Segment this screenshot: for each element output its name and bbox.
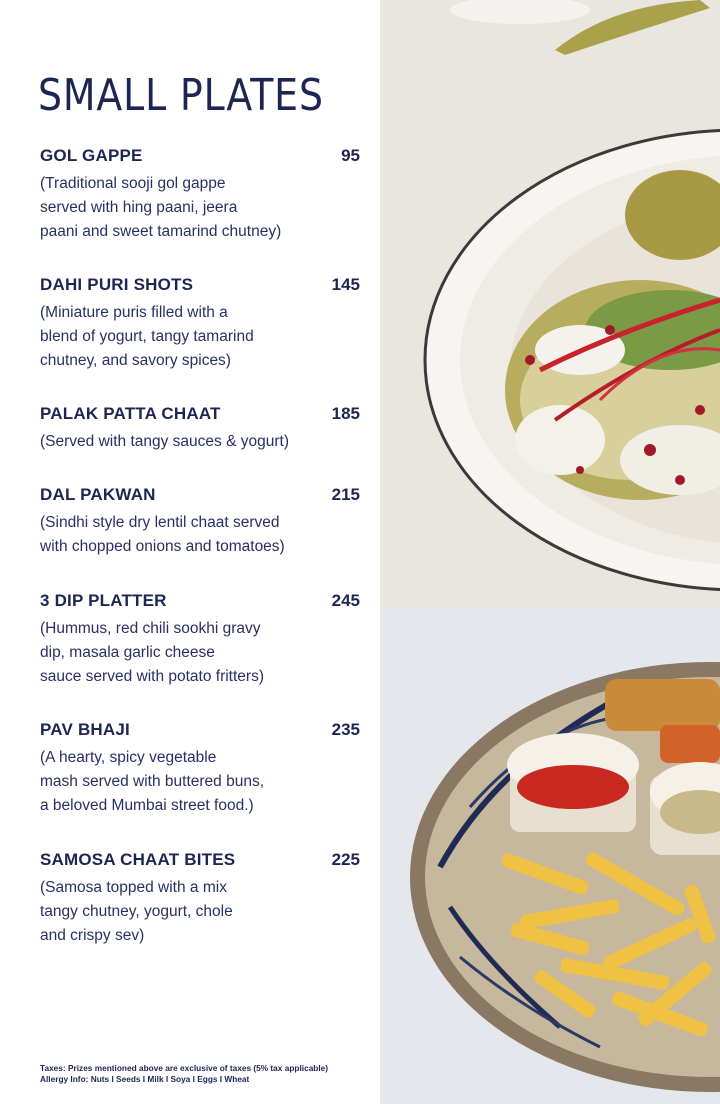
item-name: PAV BHAJI xyxy=(40,720,130,739)
item-description: (Hummus, red chili sookhi gravy dip, masala garlic cheese sauce served with potato fritters) xyxy=(40,620,264,685)
item-name: SAMOSA CHAAT BITES xyxy=(40,850,236,869)
item-name: PALAK PATTA CHAAT xyxy=(40,404,221,423)
menu-item-dal-pakwan xyxy=(40,485,360,559)
item-description: (Miniature puris filled with a blend of yogurt, tangy tamarind chutney, and savory spices) xyxy=(40,304,254,369)
taxes-note: Taxes: Prizes mentioned above are exclusive of taxes (5% tax applicable) xyxy=(40,1063,329,1073)
page-title: SMALL PLATES xyxy=(38,70,324,121)
item-description: (Sindhi style dry lentil chaat served with chopped onions and tomatoes) xyxy=(40,514,285,555)
item-price: 145 xyxy=(331,275,360,294)
menu-item-gol-gappe xyxy=(40,146,360,244)
menu-item-palak-patta-chaat xyxy=(40,404,360,454)
item-name: 3 DIP PLATTER xyxy=(40,591,167,610)
menu-item-3-dip-platter xyxy=(40,591,360,689)
item-price: 185 xyxy=(331,404,360,423)
allergy-note: Allergy Info: Nuts I Seeds I Milk I Soya I Eggs I Wheat xyxy=(40,1074,250,1084)
food-photo-chaat-bowl xyxy=(380,0,720,607)
item-price: 245 xyxy=(331,591,360,610)
footer-notes xyxy=(40,1063,375,1085)
item-name: DAL PAKWAN xyxy=(40,485,156,504)
item-price: 235 xyxy=(331,720,360,739)
menu-item-pav-bhaji xyxy=(40,720,360,818)
item-price: 95 xyxy=(341,146,360,165)
food-photo-dip-platter xyxy=(380,607,720,1104)
item-price: 215 xyxy=(331,485,360,504)
item-description: (Served with tangy sauces & yogurt) xyxy=(40,433,289,450)
item-description: (A hearty, spicy vegetable mash served with buttered buns, a beloved Mumbai street food.) xyxy=(40,749,265,814)
item-description: (Traditional sooji gol gappe served with hing paani, jeera paani and sweet tamarind chutney) xyxy=(40,175,282,240)
item-price: 225 xyxy=(331,850,360,869)
menu-item-samosa-chaat-bites xyxy=(40,850,360,948)
item-name: GOL GAPPE xyxy=(40,146,143,165)
item-description: (Samosa topped with a mix tangy chutney, yogurt, chole and crispy sev) xyxy=(40,879,233,944)
item-name: DAHI PURI SHOTS xyxy=(40,275,194,294)
menu-item-dahi-puri-shots xyxy=(40,275,360,373)
